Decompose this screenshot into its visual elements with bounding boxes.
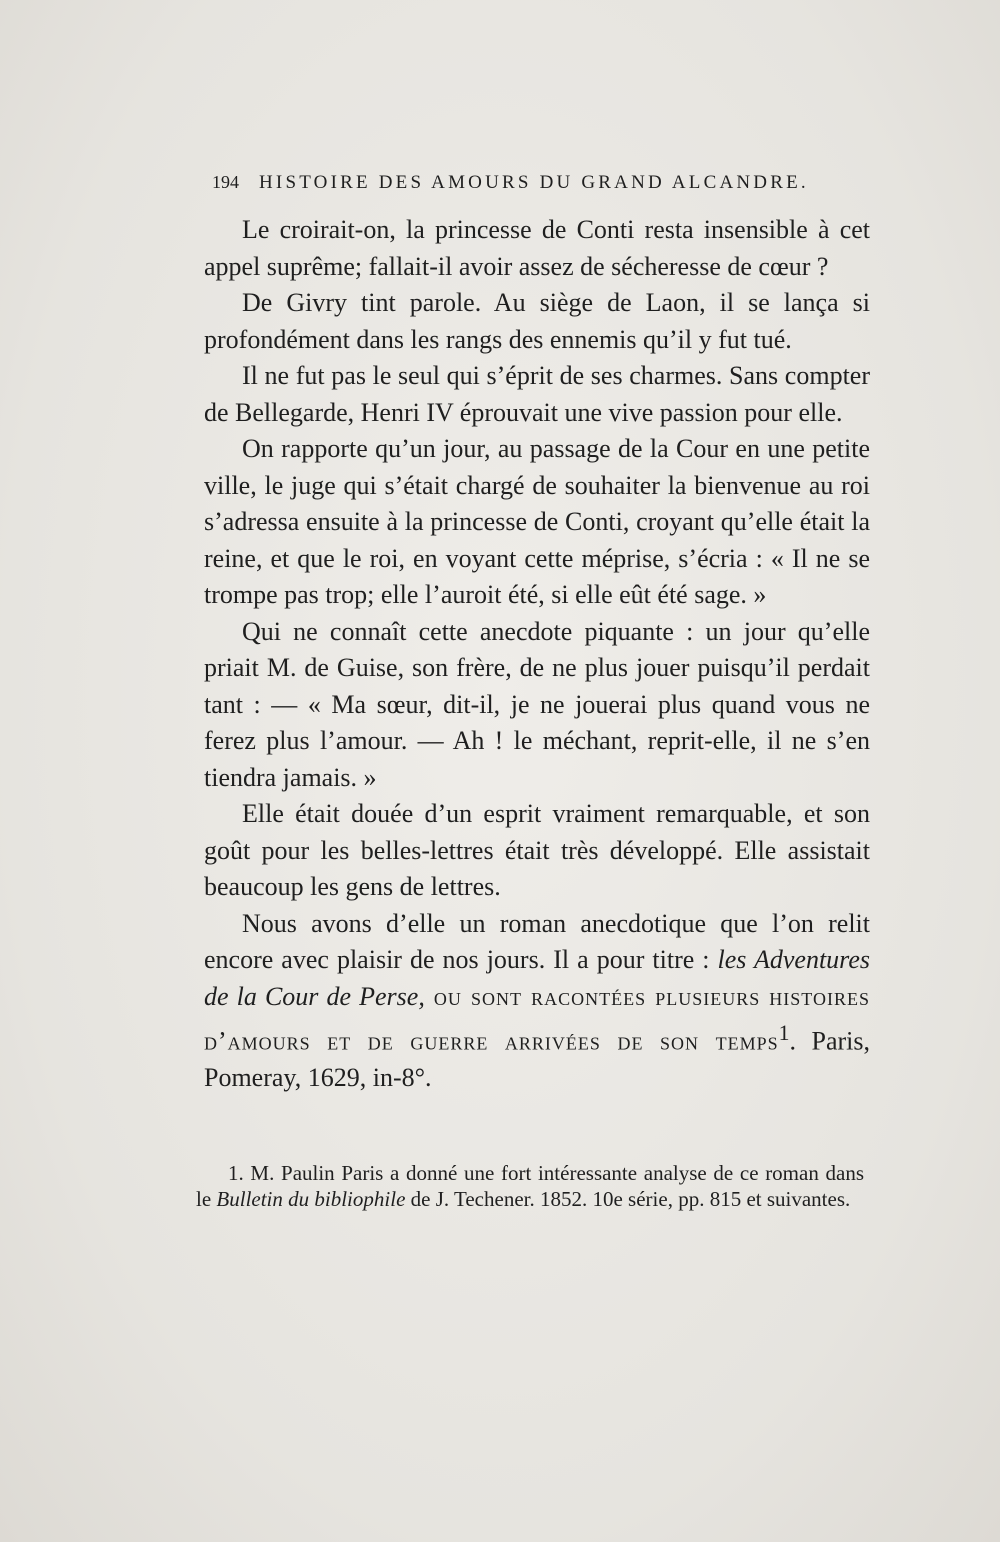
main-text — [204, 212, 870, 1097]
paragraph-4: On rapporte qu’un jour, au passage de la Cour en une petite ville, le juge qui s’était chargé de souhaiter la bienvenue au roi s’adressa ensuite à la princesse de Conti, croyant qu’elle était la reine, et que le roi, en voyant cette méprise, s’écria : « Il ne se trompe pas trop; elle l’auroit été, si elle eût été sage. » — [204, 434, 870, 609]
paragraph-6: Elle était douée d’un esprit vraiment remarquable, et son goût pour les belles-lettres était très développé. Elle assistait beaucoup les gens de lettres. — [204, 799, 870, 901]
running-title: HISTOIRE DES AMOURS DU GRAND ALCANDRE. — [259, 172, 809, 193]
footnote-text-start: M. Paulin Paris a donné une fort intéressante analyse de ce roman dans le — [196, 1161, 864, 1211]
footnote-number: 1. — [228, 1161, 251, 1185]
running-head — [212, 172, 862, 194]
paragraph-3: Il ne fut pas le seul qui s’éprit de ses charmes. Sans compter de Bellegarde, Henri IV éprouvait une vive passion pour elle. — [204, 361, 870, 427]
paragraph-1: Le croirait-on, la princesse de Conti resta insensible à cet appel suprême; fallait-il avoir assez de sécheresse de cœur ? — [204, 215, 870, 281]
page-number: 194 — [212, 172, 239, 192]
footnote-work-title: Bulletin du bibliophile — [216, 1187, 406, 1211]
book-subtitle: ou sont racontées plusieurs histoires d’amours et de guerre arrivées de son temps — [204, 981, 870, 1056]
footnote-1 — [196, 1160, 864, 1212]
paragraph-5: Qui ne connaît cette anecdote piquante : un jour qu’elle priait M. de Guise, son frère, de ne plus jouer puisqu’il perdait tant : — « Ma sœur, dit-il, je ne jouerai plus quand vous ne ferez plus l’amour. — Ah ! le méchant, reprit-elle, il ne s’en tiendra jamais. » — [204, 616, 870, 792]
paragraph-7-end: . Paris, Pomeray, 1629, in-8°. — [204, 1026, 870, 1093]
footnote-ref: 1 — [778, 1021, 790, 1045]
paragraph-2: De Givry tint parole. Au siège de Laon, il se lança si profondément dans les rangs des ennemis qu’il y fut tué. — [204, 288, 870, 354]
book-title: les Adventures de la Cour de Perse, — [204, 945, 870, 1011]
paragraph-7 — [204, 906, 870, 1097]
footnotes — [196, 1160, 864, 1212]
paragraph-7-start: Nous avons d’elle un roman anecdotique que l’on relit encore avec plaisir de nos jours. Il a pour titre : — [204, 908, 870, 974]
footnote-text-end: de J. Techener. 1852. 10e série, pp. 815 et suivantes. — [405, 1187, 851, 1211]
